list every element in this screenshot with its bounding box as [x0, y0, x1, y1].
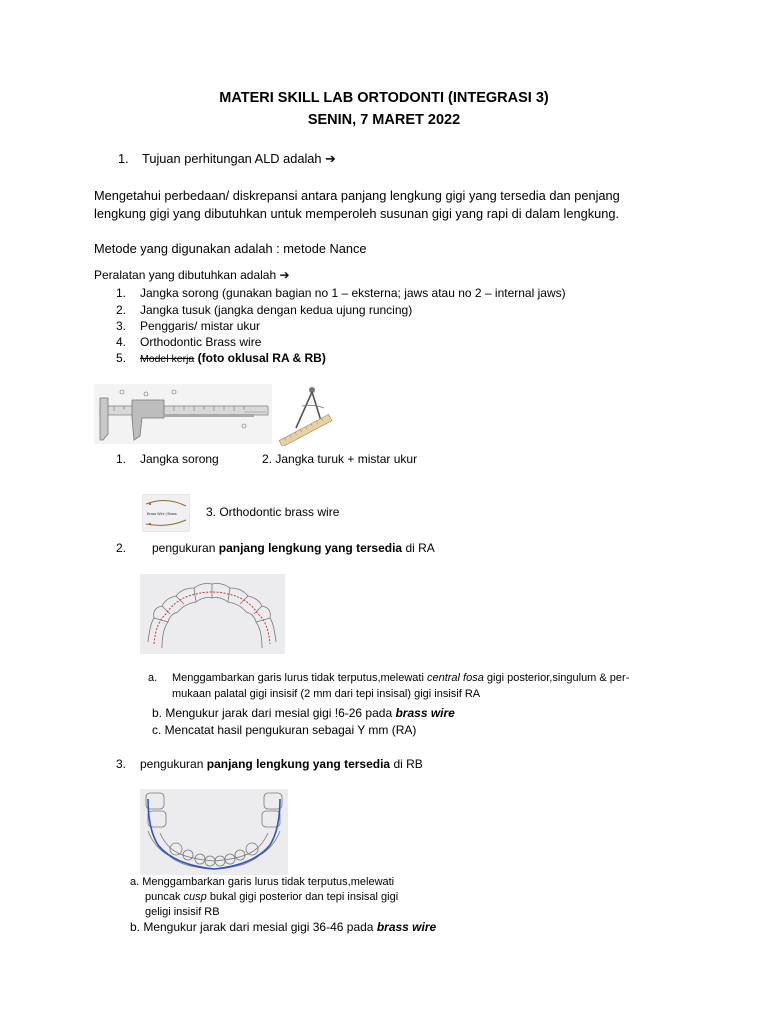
document-title: MATERI SKILL LAB ORTODONTI (INTEGRASI 3): [219, 90, 549, 106]
list-number: 3.: [116, 319, 127, 333]
list-item: Jangka sorong (gunakan bagian no 1 – eksterna; jaws atau no 2 – internal jaws): [140, 286, 566, 300]
list-item: Orthodontic Brass wire: [140, 335, 262, 349]
list-letter: a.: [148, 672, 158, 684]
heading-bold: panjang lengkung yang tersedia: [218, 541, 403, 555]
heading-text: pengukuran: [140, 757, 207, 771]
text: b. Mengukur jarak dari mesial gigi 36-46 pada: [130, 920, 377, 934]
heading-text: di RB: [390, 757, 423, 771]
caption-divider: 2. Jangka turuk + mistar ukur: [262, 452, 418, 466]
text: bukal gigi posterior dan tepi insisal gigi: [206, 891, 399, 903]
list-number: 4.: [116, 335, 127, 349]
italic-text: central fosa: [426, 672, 484, 684]
peralatan-text: Peralatan yang dibutuhkan adalah: [94, 268, 277, 282]
heading-text: pengukuran: [152, 541, 219, 555]
text: Menggambarkan garis lurus tidak terputus,melewati: [172, 672, 427, 684]
lower-arch-image: [140, 789, 288, 875]
peralatan-heading: [94, 268, 290, 282]
section-2-heading: [152, 541, 435, 555]
arrow-right-icon: ➔: [325, 151, 336, 166]
section-1-number: 1.: [118, 151, 129, 166]
arrow-right-icon: ➔: [279, 268, 290, 282]
list-number: 5.: [116, 351, 127, 365]
section-3-heading: [140, 757, 423, 771]
section-3a-line3: geligi insisif RB: [145, 906, 220, 918]
bold-italic-text: brass wire: [376, 920, 437, 934]
wire-label: Brass Wire | Brass: [147, 512, 177, 516]
text: b. Mengukur jarak dari mesial gigi !6-26 pada: [152, 706, 396, 720]
divider-ruler-image: [274, 384, 336, 446]
section-3a-line1: a. Menggambarkan garis lurus tidak terputus,melewati: [130, 876, 395, 888]
bold-italic-text: brass wire: [395, 706, 455, 720]
list-number: 2.: [116, 303, 127, 317]
section-3b: [130, 920, 436, 934]
paragraph-line: lengkung gigi yang dibutuhkan untuk memperoleh susunan gigi yang rapi di dalam lengkung.: [94, 206, 620, 221]
list-item: Penggaris/ mistar ukur: [140, 319, 261, 333]
section-3-number: 3.: [116, 757, 127, 771]
italic-text: cusp: [183, 891, 207, 903]
list-item: Jangka tusuk (jangka dengan kedua ujung runcing): [140, 303, 413, 317]
section-1-text: Tujuan perhitungan ALD adalah: [142, 151, 322, 166]
section-2-number: 2.: [116, 541, 127, 555]
section-2c: c. Mencatat hasil pengukuran sebagai Y mm (RA): [152, 723, 417, 737]
caption-caliper: Jangka sorong: [140, 452, 219, 466]
text: puncak: [145, 891, 184, 903]
heading-text: di RA: [402, 541, 435, 555]
brass-wire-image: [142, 494, 190, 532]
text: gigi posterior,singulum & per-: [483, 672, 630, 684]
heading-bold: panjang lengkung yang tersedia: [206, 757, 391, 771]
document-date: SENIN, 7 MARET 2022: [307, 112, 461, 128]
paragraph-line: Mengetahui perbedaan/ diskrepansi antara panjang lengkung gigi yang tersedia dan penjang: [94, 188, 620, 203]
metode-text: Metode yang digunakan adalah : metode Nance: [94, 241, 367, 256]
section-3a-line2: [145, 891, 398, 903]
section-1-heading: [142, 151, 336, 167]
strikethrough-text: Model kerja: [140, 353, 195, 365]
caption-brass-wire: 3. Orthodontic brass wire: [206, 505, 340, 519]
section-2a-line1: [172, 672, 629, 684]
section-2b: [152, 706, 455, 720]
list-number: 1.: [116, 452, 127, 466]
bold-text: (foto oklusal RA & RB): [197, 351, 326, 365]
caliper-image: [94, 384, 272, 444]
list-item: [140, 351, 326, 365]
list-number: 1.: [116, 286, 127, 300]
section-2a-line2: mukaan palatal gigi insisif (2 mm dari tepi insisal) gigi insisif RA: [172, 688, 481, 700]
upper-arch-image: [140, 574, 285, 654]
